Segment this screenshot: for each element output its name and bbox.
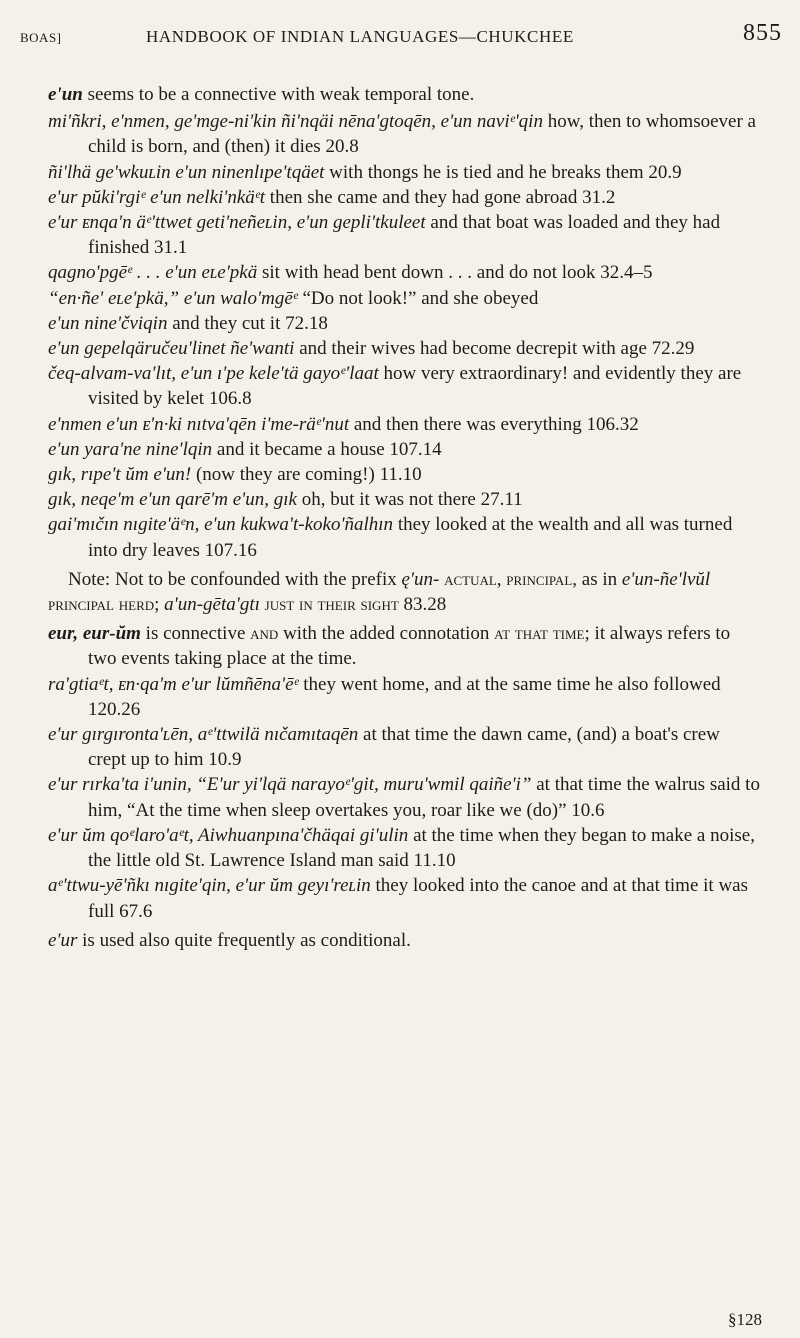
example-entry	[48, 873, 762, 923]
example-entry	[48, 185, 762, 210]
gloss-text: with thongs he is tied and he breaks them 20.9	[324, 161, 682, 183]
gloss-text: and then there was everything 106.32	[349, 413, 639, 435]
example-entry	[48, 487, 762, 512]
paragraph-text: ; it always refers to two events taking place at the time.	[88, 623, 731, 670]
native-text: e'ur ᴇnqa'n äᵉ'ttwet geti'neñeʟin, e'un gepli'tkuleet	[48, 212, 426, 234]
header-author: BOAS]	[20, 30, 62, 45]
gloss-text: (now they are coming!) 11.10	[191, 464, 422, 486]
example-entry	[48, 286, 762, 311]
example-entry	[48, 109, 762, 159]
native-text: “en·ñe' eʟe'pkä,” e'un walo'mgēᵉ	[48, 287, 298, 309]
examples-eun	[48, 109, 762, 563]
term-eur-closing: e'ur	[48, 929, 78, 951]
gloss-text: then she came and they had gone abroad 31.2	[265, 186, 616, 208]
native-text: e'ur gırgıronta'ʟēn, aᵉ'ttwilä nıčamıtaqēn	[48, 724, 359, 746]
note-label: Note:	[68, 568, 111, 590]
section-footer: §128	[728, 1310, 762, 1329]
example-entry	[48, 361, 762, 411]
paragraph-eur	[48, 621, 762, 671]
native-text: gai'mıčın nıgite'äᵉn, e'un kukwa't-koko'ñalhın	[48, 514, 394, 536]
native-text: e'nmen e'un ᴇ'n·ki nıtva'qēn i'me-räᵉ'nut	[48, 413, 350, 435]
example-entry	[48, 772, 762, 822]
example-entry	[48, 336, 762, 361]
native-text: aᵉ'ttwu-yē'ñkı nıgite'qin, e'ur ŭm geyı'reʟin	[48, 875, 371, 897]
example-entry	[48, 412, 762, 437]
gloss-text: at that time the dawn came, (and) a boat's crew crept up to him 10.9	[88, 724, 720, 771]
note-text: 83.28	[398, 594, 447, 616]
gloss-text: and it became a house 107.14	[212, 438, 442, 460]
example-entry	[48, 437, 762, 462]
native-text: e'ur rırka'ta i'unin, “E'ur yi'lqä narayoᵉ'git, muru'wmil qaiñe'i”	[48, 774, 532, 796]
gloss-text: they looked into the canoe and at that time it was full 67.6	[88, 875, 748, 922]
paragraph-text: with the added connotation	[278, 623, 495, 645]
example-entry	[48, 210, 762, 260]
paragraph-eun	[48, 82, 762, 107]
note-example: e'un-ñe'lvŭl	[621, 568, 711, 590]
paragraph-text: is connective	[140, 623, 251, 645]
native-text: e'un gepelqäručeu'linet ñe'wanti	[48, 338, 295, 360]
native-text: ñi'lhä ge'wkuʟin e'un ninenlıpe'tqäet	[48, 161, 325, 183]
gloss-text: sit with head bent down . . . and do not look 32.4–5	[257, 262, 653, 284]
native-text: qagno'pgēᵉ . . . e'un eʟe'pkä	[48, 262, 258, 284]
example-entry	[48, 823, 762, 873]
native-text: e'un yara'ne nine'lqin	[48, 438, 213, 460]
example-entry	[48, 160, 762, 185]
note-prefix: ę'un-	[401, 568, 440, 590]
page-number: 855	[743, 20, 782, 46]
gloss-text: “Do not look!” and she obeyed	[297, 287, 539, 309]
paragraph-text: is used also quite frequently as conditional.	[77, 929, 411, 951]
term-eun: e'un	[48, 84, 83, 105]
paragraph-text: seems to be a connective with weak temporal tone.	[82, 84, 475, 105]
header-title: HANDBOOK OF INDIAN LANGUAGES—CHUKCHEE	[146, 27, 574, 46]
gloss-text: and they cut it 72.18	[167, 312, 328, 334]
example-entry	[48, 722, 762, 772]
native-text: e'ur pŭki'rgiᵉ e'un nelki'nkäᵉt	[48, 186, 266, 208]
running-header	[20, 16, 782, 52]
example-entry	[48, 311, 762, 336]
note-text: as in	[577, 568, 622, 590]
native-text: ra'gtiaᵉt, ᴇn·qa'm e'ur lŭmñēna'ēᵉ	[48, 673, 299, 695]
gloss-text: at that time the walrus said to him, “At the time when sleep overtakes you, roar like we (do)” 10.6	[88, 774, 760, 821]
native-text: mi'ñkri, e'nmen, ge'mge-ni'kin ñi'nqäi nēna'gtoqēn, e'un naviᵉ'qin	[48, 111, 543, 133]
gloss-text: they went home, and at the same time he also followed 120.26	[88, 673, 721, 720]
gloss-at-that-time: at that time	[494, 623, 585, 645]
native-text: čeq-alvam-va'lıt, e'un ı'pe kele'tä gayoᵉ'laat	[48, 363, 379, 385]
gloss-text: how, then to whomsoever a child is born, and (then) it dies 20.8	[88, 111, 756, 158]
note-example: a'un-gēta'gtı	[164, 594, 260, 616]
gloss-and: and	[250, 623, 279, 645]
gloss-text: they looked at the wealth and all was turned into dry leaves 107.16	[88, 514, 733, 561]
note-gloss: principal herd	[48, 594, 155, 616]
gloss-text: and their wives had become decrepit with age 72.29	[294, 338, 695, 360]
page-body	[48, 82, 762, 953]
gloss-text: at the time when they began to make a noise, the little old St. Lawrence Island man said 11.10	[88, 824, 755, 872]
examples-eur	[48, 672, 762, 924]
native-text: e'ur ŭm qoᵉlaro'aᵉt, Aiwhuanpına'čhäqai gi'ulin	[48, 824, 409, 846]
term-eur: eur, eur-ŭm	[48, 623, 141, 645]
note-gloss: just in their sight	[259, 594, 399, 616]
gloss-text: how very extraordinary! and evidently they are visited by kelet 106.8	[88, 363, 742, 410]
note-text: Not to be confounded with the prefix	[110, 568, 402, 590]
note-gloss: actual, principal,	[439, 568, 578, 590]
gloss-text: and that boat was loaded and they had finished 31.1	[88, 212, 721, 259]
gloss-text: oh, but it was not there 27.11	[296, 489, 523, 511]
closing-paragraph	[48, 928, 762, 953]
example-entry	[48, 260, 762, 285]
example-entry	[48, 512, 762, 562]
native-text: gık, rıpe't ŭm e'un!	[48, 464, 192, 486]
example-entry	[48, 462, 762, 487]
note-text: ;	[154, 594, 165, 616]
native-text: e'un nine'čviqin	[48, 312, 168, 334]
note-paragraph	[48, 567, 762, 617]
example-entry	[48, 672, 762, 722]
native-text: gık, neqe'm e'un qarē'm e'un, gık	[48, 489, 297, 511]
